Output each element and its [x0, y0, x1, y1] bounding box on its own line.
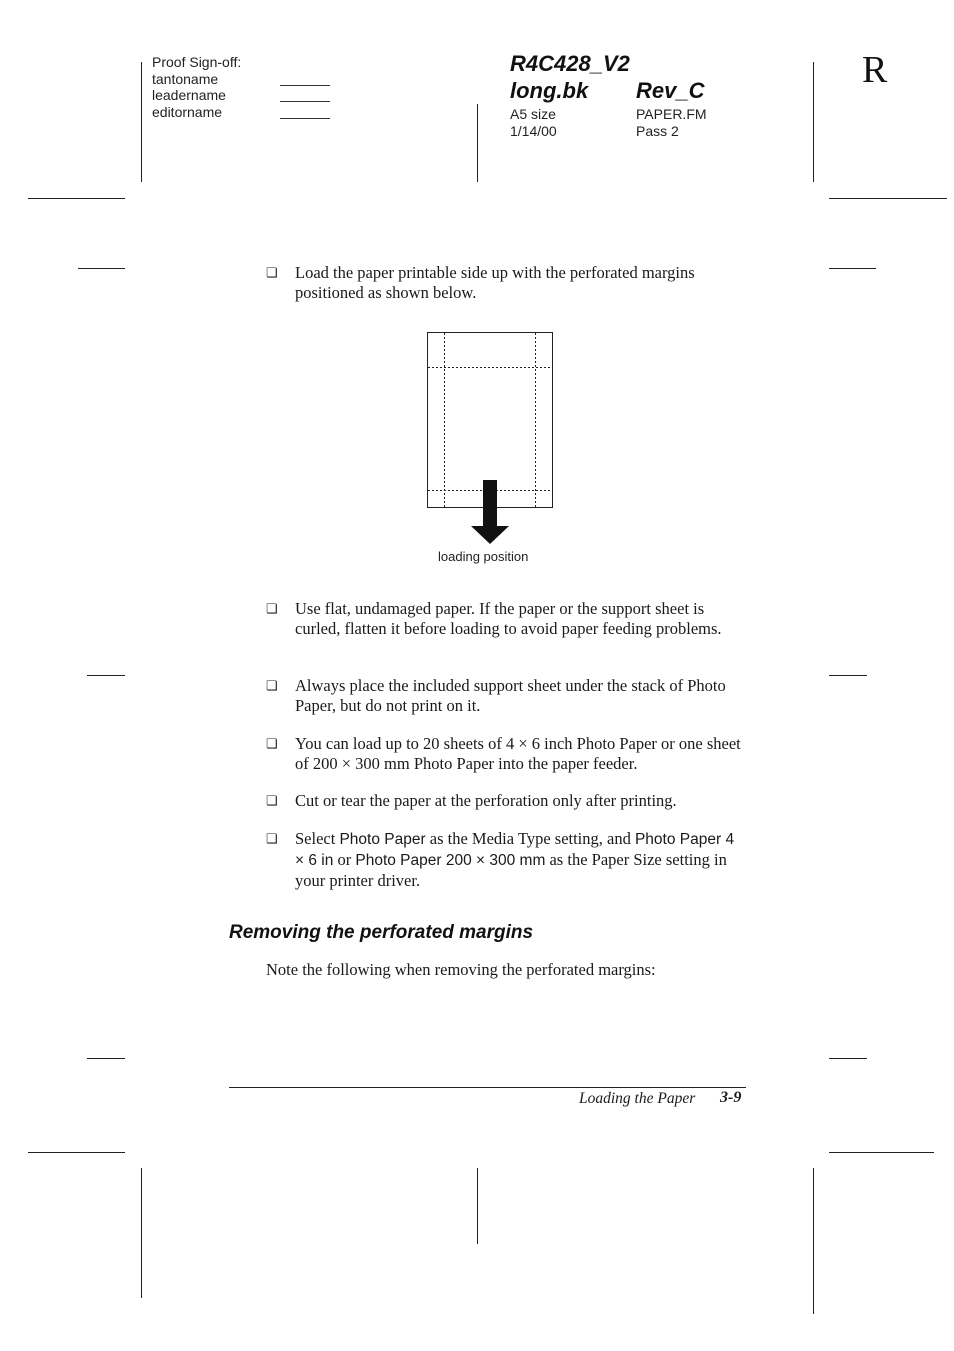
proof-signoff — [152, 54, 241, 120]
ui-term-paper-size: Photo Paper 200 × 300 mm — [355, 852, 546, 869]
page-number: 3-9 — [720, 1089, 742, 1106]
doc-date: 1/14/00 — [510, 123, 557, 139]
revision: Rev_C — [636, 78, 705, 103]
checkbox-bullet: ❏ — [266, 678, 278, 693]
crop-mark — [829, 1152, 934, 1153]
footer-rule — [229, 1087, 746, 1088]
crop-mark — [829, 675, 867, 676]
crop-mark — [87, 675, 125, 676]
crop-mark — [813, 1168, 814, 1314]
crop-mark — [829, 198, 947, 199]
crop-mark — [28, 1152, 125, 1153]
crop-mark — [813, 62, 814, 182]
proof-tanto: tantoname — [152, 70, 219, 87]
crop-mark — [829, 1058, 867, 1059]
crop-mark — [829, 268, 876, 269]
crop-mark — [477, 104, 478, 182]
signoff-blank — [280, 85, 330, 86]
crop-mark — [78, 268, 125, 269]
proof-leader: leadername — [152, 87, 226, 103]
ui-term-media-type: Photo Paper — [339, 831, 426, 848]
book-name: long.bk — [510, 78, 589, 103]
list-item: Load the paper printable side up with the perforated margins positioned as shown below. — [295, 263, 695, 302]
list-item: Cut or tear the paper at the perforation only after printing. — [295, 791, 677, 810]
checkbox-bullet: ❏ — [266, 265, 278, 280]
file-name: PAPER.FM — [636, 106, 707, 122]
side-letter: R — [862, 49, 888, 91]
crop-mark — [141, 1168, 142, 1298]
paper-loading-figure — [420, 325, 560, 550]
list-item: Select Photo Paper as the Media Type setting, and Photo Paper 4 × 6 in or Photo Paper 200 × 300 mm as the Paper Size setting in your printer driver. — [295, 829, 735, 890]
crop-mark — [87, 1058, 125, 1059]
ui-term-paper-size: Photo Paper 4 × 6 in — [295, 831, 735, 869]
checkbox-bullet: ❏ — [266, 793, 278, 808]
crop-mark — [477, 1168, 478, 1244]
footer-chapter-title: Loading the Paper — [579, 1090, 696, 1107]
crop-mark — [141, 62, 142, 182]
section-heading: Removing the perforated margins — [229, 922, 534, 943]
checkbox-bullet: ❏ — [266, 831, 278, 846]
signoff-blank — [280, 118, 330, 119]
proof-title: Proof Sign-off: — [152, 54, 242, 70]
list-item: You can load up to 20 sheets of 4 × 6 inch Photo Paper or one sheet of 200 × 300 mm Photo Paper into the paper feeder. — [295, 734, 741, 773]
list-item: Always place the included support sheet under the stack of Photo Paper, but do not print on it. — [295, 676, 726, 715]
checkbox-bullet: ❏ — [266, 736, 278, 751]
pass-number: Pass 2 — [636, 123, 679, 139]
doc-code: R4C428_V2 — [510, 51, 630, 76]
proof-editor: editorname — [152, 103, 223, 120]
list-item: Use flat, undamaged paper. If the paper or the support sheet is curled, flatten it before loading to avoid paper feeding problems. — [295, 599, 722, 638]
crop-mark — [28, 198, 125, 199]
figure-caption: loading position — [438, 549, 529, 564]
page-size: A5 size — [510, 106, 556, 122]
down-arrow-icon — [471, 480, 509, 544]
checkbox-bullet: ❏ — [266, 601, 278, 616]
section-note: Note the following when removing the perforated margins: — [266, 960, 656, 979]
signoff-blank — [280, 101, 330, 102]
